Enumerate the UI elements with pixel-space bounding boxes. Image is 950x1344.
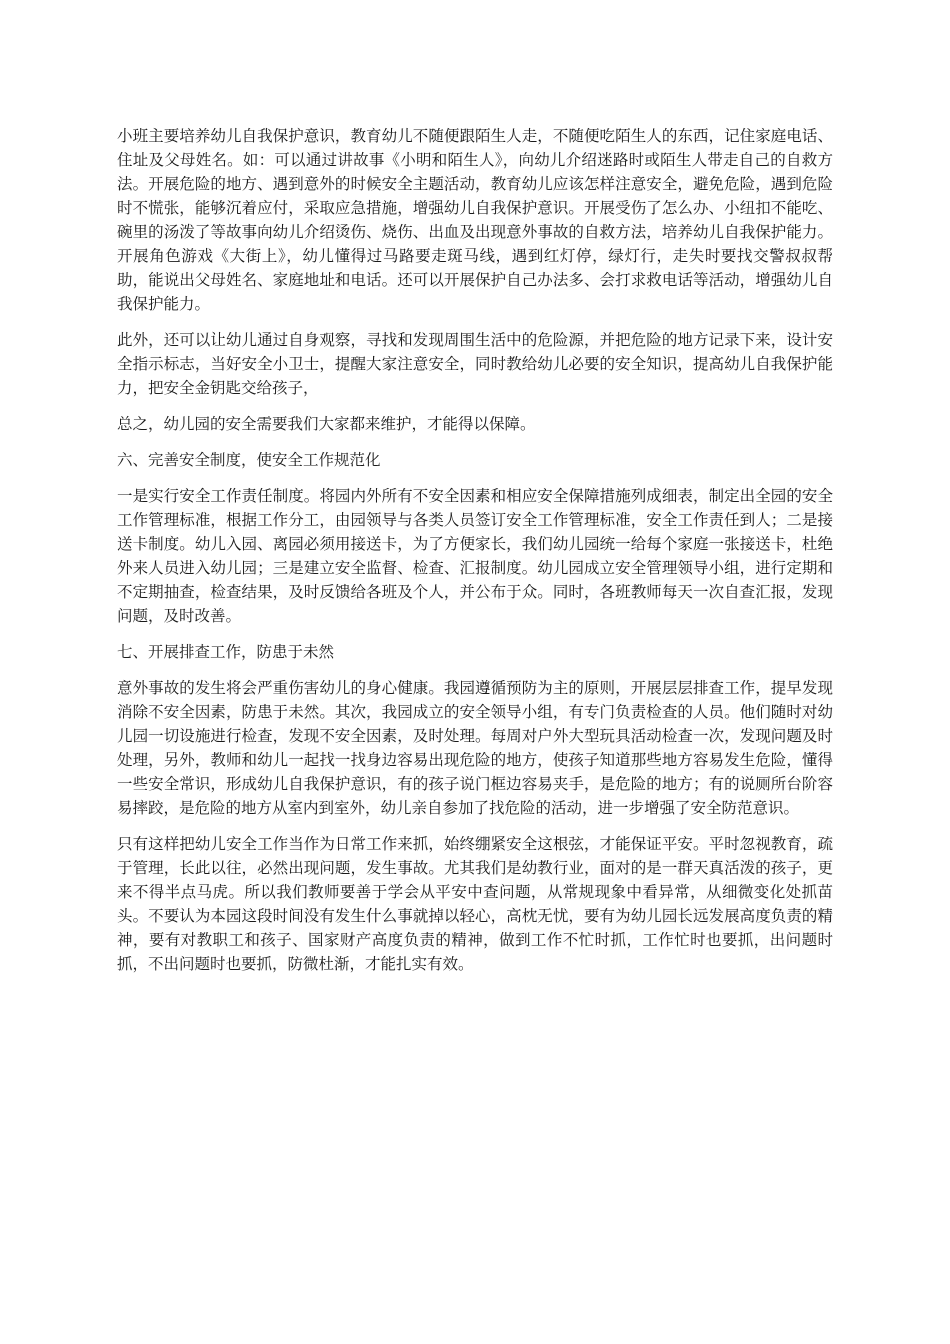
paragraph-inspection-work: 意外事故的发生将会严重伤害幼儿的身心健康。我园遵循预防为主的原则，开展层层排查工作，提早发现消除不安全因素，防患于未然。其次，我园成立的安全领导小组，有专门负责检查的人员。他们随时对幼儿园一切设施进行检查，发现不安全因素，及时处理。每周对户外大型玩具活动检查一次，发现问题及时处理，另外，教师和幼儿一起找一找身边容易出现危险的地方，使孩子知道那些地方容易发生危险，懂得一些安全常识，形成幼儿自我保护意识，有的孩子说门框边容易夹手，是危险的地方；有的说厕所台阶容易摔跤，是危险的地方从室内到室外，幼儿亲自参加了找危险的活动，进一步增强了安全防范意识。 (117, 679, 833, 817)
paragraph-conclusion: 只有这样把幼儿安全工作当作为日常工作来抓，始终绷紧安全这根弦，才能保证平安。平时忽视教育，疏于管理，长此以往，必然出现问题，发生事故。尤其我们是幼教行业，面对的是一群天真活泼的孩子，更来不得半点马虎。所以我们教师要善于学会从平安中查问题，从常规现象中看异常，从细微变化处抓苗头。不要认为本园这段时间没有发生什么事就掉以轻心，高枕无忧，要有为幼儿园长远发展高度负责的精神，要有对教职工和孩子、国家财产高度负责的精神，做到工作不忙时抓，工作忙时也要抓，出问题时抓，不出问题时也要抓，防微杜渐，才能扎实有效。 (117, 835, 833, 973)
paragraph-safety-system: 一是实行安全工作责任制度。将园内外所有不安全因素和相应安全保障措施列成细表，制定出全园的安全工作管理标准，根据工作分工，由园领导与各类人员签订安全工作管理标准，安全工作责任到人；二是接送卡制度。幼儿入园、离园必须用接送卡，为了方便家长，我们幼儿园统一给每个家庭一张接送卡，杜绝外来人员进入幼儿园；三是建立安全监督、检查、汇报制度。幼儿园成立安全管理领导小组，进行定期和不定期抽查，检查结果，及时反馈给各班及个人，并公布于众。同时，各班教师每天一次自查汇报，发现问题，及时改善。 (117, 487, 833, 625)
paragraph-summary: 总之，幼儿园的安全需要我们大家都来维护，才能得以保障。 (117, 415, 536, 433)
paragraph-self-protection-small-class: 小班主要培养幼儿自我保护意识，教育幼儿不随便跟陌生人走，不随便吃陌生人的东西，记住家庭电话、住址及父母姓名。如：可以通过讲故事《小明和陌生人》，向幼儿介绍迷路时或陌生人带走自己的自救方法。开展危险的地方、遇到意外的时候安全主题活动，教育幼儿应该怎样注意安全，避免危险，遇到危险时不慌张，能够沉着应付，采取应急措施，增强幼儿自我保护意识。开展受伤了怎么办、小纽扣不能吃、碗里的汤泼了等故事向幼儿介绍烫伤、烧伤、出血及出现意外事故的自救方法，培养幼儿自我保护能力。开展角色游戏《大街上》，幼儿懂得过马路要走斑马线，遇到红灯停，绿灯行，走失时要找交警叔叔帮助，能说出父母姓名、家庭地址和电话。还可以开展保护自己办法多、会打求救电话等活动，增强幼儿自我保护能力。 (117, 127, 833, 313)
document-page (117, 124, 833, 988)
section-heading-6: 六、完善安全制度，使安全工作规范化 (117, 451, 381, 469)
section-heading-7: 七、开展排查工作，防患于未然 (117, 643, 335, 661)
paragraph-hazard-observation: 此外，还可以让幼儿通过自身观察，寻找和发现周围生活中的危险源，并把危险的地方记录下来，设计安全指示标志，当好安全小卫士，提醒大家注意安全，同时教给幼儿必要的安全知识，提高幼儿自我保护能力，把安全金钥匙交给孩子， (117, 331, 833, 397)
